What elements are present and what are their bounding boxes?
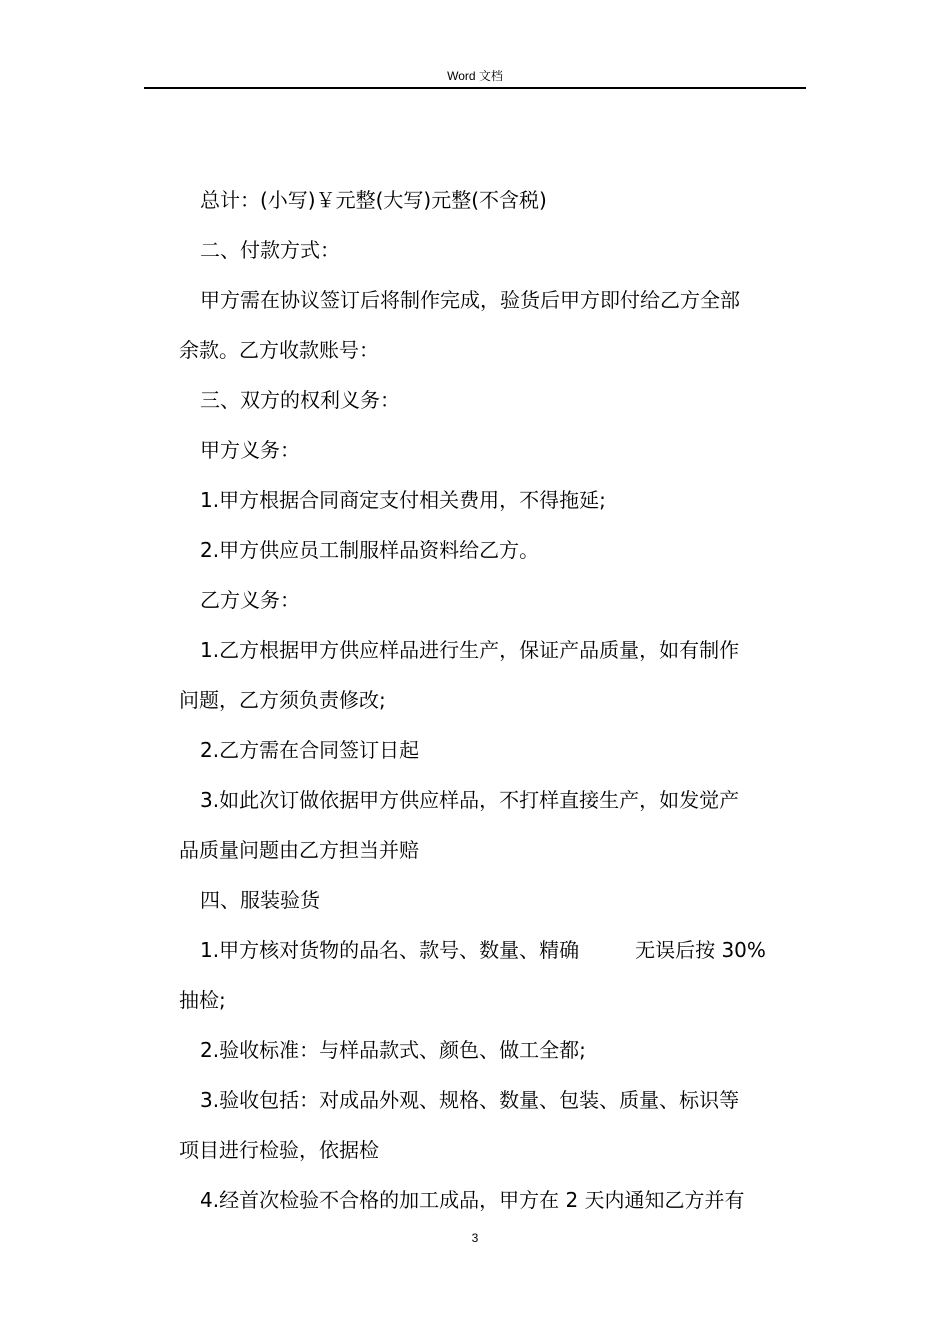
- section-heading-inspection: 四、服装验货: [200, 888, 320, 912]
- paragraph-line: 余款。乙方收款账号：: [179, 338, 379, 362]
- paragraph-line: 总计：(小写)￥元整(大写)元整(不含税): [200, 188, 547, 212]
- paragraph-line: 1.甲方根据合同商定支付相关费用，不得拖延;: [200, 488, 606, 512]
- header-title: Word 文档: [447, 69, 503, 83]
- paragraph-line: 2.验收标准：与样品款式、颜色、做工全都;: [200, 1038, 586, 1062]
- paragraph-line: 品质量问题由乙方担当并赔: [179, 838, 419, 862]
- page-number: 3: [471, 1231, 479, 1245]
- subheading-party-b: 乙方义务：: [200, 588, 300, 612]
- document-body: [179, 175, 809, 1225]
- paragraph-line: 4.经首次检验不合格的加工成品，甲方在 2 天内通知乙方并有: [200, 1188, 745, 1212]
- section-heading-payment: 二、付款方式：: [200, 238, 340, 262]
- paragraph-line: 2.乙方需在合同签订日起: [200, 738, 420, 762]
- paragraph-line: 抽检;: [179, 988, 226, 1012]
- section-heading-rights: 三、双方的权利义务：: [200, 388, 400, 412]
- subheading-party-a: 甲方义务：: [200, 438, 300, 462]
- paragraph-line: 2.甲方供应员工制服样品资料给乙方。: [200, 538, 540, 562]
- paragraph-line: 3.验收包括：对成品外观、规格、数量、包装、质量、标识等: [200, 1088, 740, 1112]
- header-divider: [144, 87, 806, 89]
- paragraph-line: [179, 925, 809, 975]
- line-segment: 1.甲方核对货物的品名、款号、数量、精确: [200, 938, 580, 962]
- paragraph-line: 3.如此次订做依据甲方供应样品，不打样直接生产，如发觉产: [200, 788, 740, 812]
- paragraph-line: 问题，乙方须负责修改;: [179, 688, 386, 712]
- paragraph-line: 项目进行检验，依据检: [179, 1138, 379, 1162]
- paragraph-line: 1.乙方根据甲方供应样品进行生产，保证产品质量，如有制作: [200, 638, 740, 662]
- line-segment: 无误后按 30%: [635, 938, 766, 962]
- paragraph-line: 甲方需在协议签订后将制作完成，验货后甲方即付给乙方全部: [200, 288, 740, 312]
